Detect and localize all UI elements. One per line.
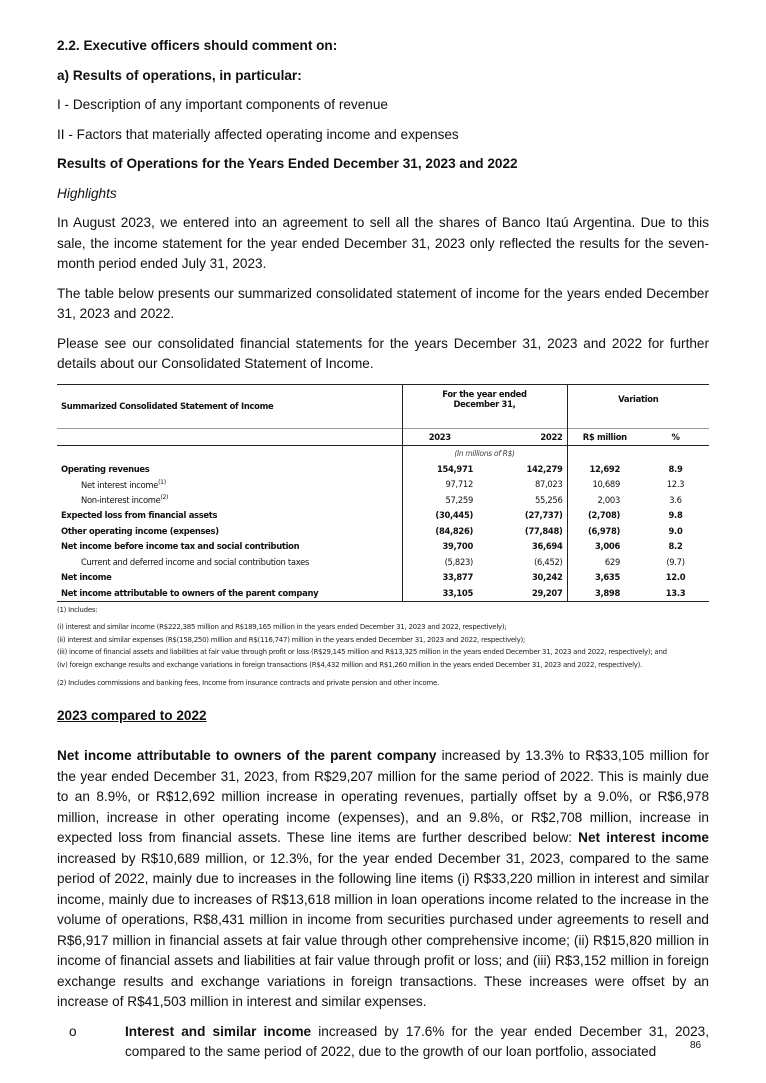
bullet-interest-income [55, 1022, 709, 1063]
table-row [57, 554, 709, 570]
variation-rs: 3,006 [567, 539, 642, 555]
row-label: Expected loss from financial assets [61, 510, 218, 521]
item-2: II - Factors that materially affected operating income and expenses [57, 126, 459, 142]
bullet-marker: o [69, 1023, 77, 1039]
value-2022: (27,737) [524, 510, 563, 521]
value-2023: (30,445) [402, 508, 477, 524]
variation-pct: 9.8 [668, 510, 683, 521]
variation-pct: 12.0 [665, 572, 686, 583]
variation-rs: 3,898 [567, 585, 642, 601]
footnote-1-ii: (ii) interest and similar expenses (R$(158,250) million and R$(116,747) million in the years ended December 31, 2023 and 2022, respectively); [57, 635, 526, 644]
row-label: Operating revenues [61, 463, 150, 474]
units-label: (In millions of R$) [402, 445, 567, 461]
item-1: I - Description of any important components of revenue [57, 97, 388, 112]
value-2023: 57,259 [402, 492, 477, 508]
section-heading: 2.2. Executive officers should comment on: [57, 38, 338, 53]
variation-rs: 629 [567, 554, 642, 570]
table-row [57, 570, 709, 586]
variation-pct: 13.3 [642, 585, 709, 601]
period-header: For the year ended December 31, [402, 384, 567, 413]
value-2023: (84,826) [402, 523, 477, 539]
table-row [57, 539, 709, 555]
footnote-ref: (2) [160, 494, 169, 502]
lead-net-income: Net income attributable to owners of the parent company [57, 748, 437, 763]
footnote-1-i: (i) interest and similar income (R$222,385 million and R$189,165 million in the years ended December 31, 2023 and 2022, respectively); [57, 623, 507, 631]
footnote-2: (2) Includes commissions and banking fees, Income from insurance contracts and private pension and other income. [57, 679, 439, 687]
results-title: Results of Operations for the Years Ended December 31, 2023 and 2022 [57, 156, 518, 171]
variation-header: Variation [567, 384, 709, 413]
value-2022: 87,023 [534, 479, 563, 490]
table-row [57, 461, 709, 477]
col-2023: 2023 [402, 429, 477, 446]
table-row [57, 523, 709, 539]
footnote-1: (1) Includes: [57, 605, 98, 614]
variation-pct: 12.3 [666, 479, 685, 490]
text-net-interest-income: increased by R$10,689 million, or 12.3%, for the year ended December 31, 2023, compared to the same period of 2022, mainly due to increases in the following line items (i) R$33,220 million in interest and similar income, mainly due to increases of R$13,618 million in loan operations income related to the increase in the volume of operations, R$8,431 million in income from securities purchased under agreements to resell and R$6,917 million in financial assets at fair value through other comprehensive income; (ii) R$15,820 million in income of financial assets and liabilities at fair value through profit or loss; and (iii) R$3,152 million in foreign exchange results and exchange variations in foreign transactions. These increases were offset by an increase of R$41,503 million in interest and similar expenses. [57, 850, 709, 1009]
variation-pct: 9.0 [668, 525, 683, 536]
value-2023: 97,712 [402, 477, 477, 493]
value-2022: 36,694 [531, 541, 563, 552]
variation-pct: (9.7) [666, 556, 685, 567]
row-label: Current and deferred income and social contribution taxes [81, 556, 310, 567]
paragraph-table-intro: The table below presents our summarized consolidated statement of income for the years ended December 31, 2023 and 2022. [57, 285, 709, 321]
value-2022: 30,242 [531, 572, 563, 583]
value-2022: 29,207 [477, 585, 567, 601]
text-net-income: increased by 13.3% to R$33,105 million for the year ended December 31, 2023, from R$29,207 million for the same period of 2022. This is mainly due to an 8.9%, or R$12,692 million increase in operating revenues, partially offset by a 9.0%, or R$6,978 million, increase in other operating income (expenses), and an 9.8%, or R$2,708 million, increase in expected loss from financial assets. These line items are further described below: [57, 748, 709, 845]
variation-rs: 2,003 [567, 492, 642, 508]
paragraph-sale: In August 2023, we entered into an agreement to sell all the shares of Banco Itaú Argentina. Due to this sale, the income statement for the year ended December 31, 2023 only reflected the results for the seven-month period ended July 31, 2023. [57, 215, 709, 271]
variation-rs: 10,689 [567, 477, 642, 493]
value-2022: (77,848) [524, 525, 563, 536]
value-2022: (6,452) [534, 556, 563, 567]
row-label: Net income [61, 572, 112, 583]
subsection-heading: a) Results of operations, in particular: [57, 67, 302, 83]
comparison-title: 2023 compared to 2022 [57, 707, 207, 723]
income-statement-table [57, 384, 709, 602]
row-label: Non-interest income$^{(2)}$ [81, 494, 169, 506]
variation-rs: (2,708) [567, 508, 642, 524]
bullet-text: increased by 17.6% for the year ended December 31, 2023, compared to the same period of 2022, due to the growth of our loan portfolio, associated [125, 1023, 709, 1059]
bullet-lead: Interest and similar income [125, 1023, 312, 1039]
variation-rs: 3,635 [567, 570, 642, 586]
variation-pct: 3.6 [669, 494, 682, 505]
col-2022: 2022 [477, 429, 567, 446]
page-number: 86 [690, 1040, 702, 1051]
paragraph-see-statements: Please see our consolidated financial statements for the years December 31, 2023 and 2022 for further details about our Consolidated Statement of Income. [57, 335, 709, 371]
col-variation-pct: % [642, 429, 709, 446]
row-label: Net income before income tax and social contribution [61, 541, 300, 552]
row-label: Net interest income$^{(1)}$ [81, 478, 166, 490]
footnote-ref: (1) [158, 478, 166, 486]
footnote-1-iii: (iii) income of financial assets and liabilities at fair value through profit or loss (R$29,145 million and R$13,325 million in the years ended December 31, 2023 and 2022, respectively); and [57, 648, 667, 656]
table-row [57, 508, 709, 524]
footnote-1-iv: (iv) foreign exchange results and exchange variations in foreign transactions (R$4,432 million and R$1,260 million in the years ended December 31, 2023 and 2022, respectively). [57, 660, 643, 669]
table-row [57, 492, 709, 508]
table-footnotes [57, 604, 709, 690]
lead-net-interest-income: Net interest income [578, 830, 709, 845]
value-2022: 142,279 [526, 463, 563, 474]
value-2023: 33,877 [402, 570, 477, 586]
variation-pct: 8.2 [668, 541, 683, 552]
comparison-paragraph [57, 746, 709, 1013]
table-row [57, 585, 709, 601]
table-title: Summarized Consolidated Statement of Income [61, 401, 274, 412]
value-2023: 39,700 [402, 539, 477, 555]
value-2023: 154,971 [402, 461, 477, 477]
row-label: Other operating income (expenses) [61, 525, 219, 536]
value-2023: 33,105 [402, 585, 477, 601]
variation-rs: (6,978) [567, 523, 642, 539]
variation-rs: 12,692 [567, 461, 642, 477]
value-2022: 55,256 [534, 494, 563, 505]
value-2023: (5,823) [402, 554, 477, 570]
table-row [57, 477, 709, 493]
highlights-heading: Highlights [57, 185, 117, 201]
variation-pct: 8.9 [668, 463, 683, 474]
row-label: Net income attributable to owners of the parent company [57, 585, 402, 601]
col-variation-rs: R$ million [567, 429, 642, 446]
